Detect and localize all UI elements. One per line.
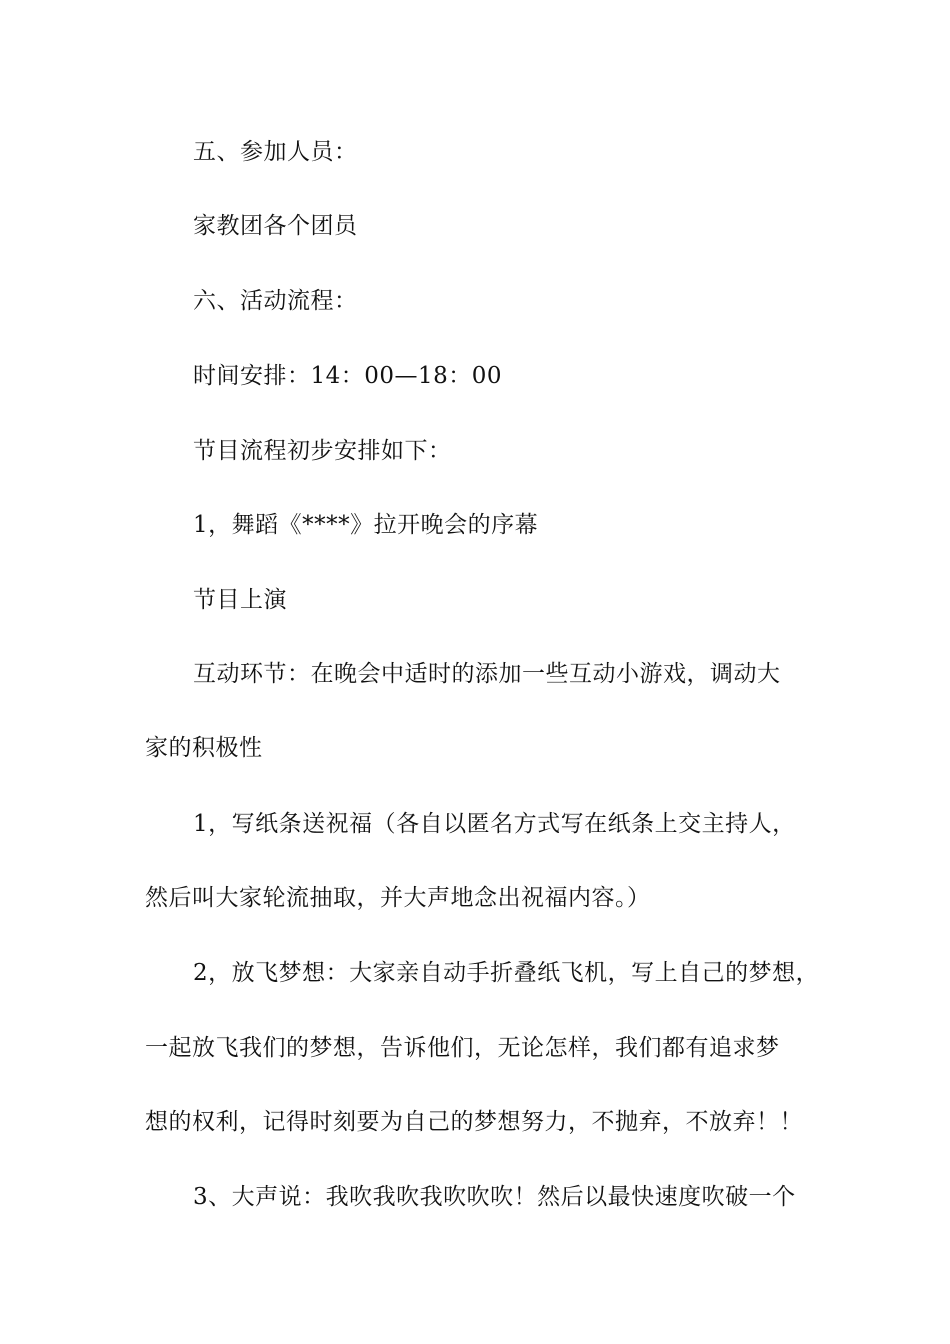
interaction-paragraph-line-2: 家的积极性 <box>145 735 263 761</box>
program-item-dance: 1，舞蹈《****》拉开晚会的序幕 <box>193 512 539 538</box>
section-heading-participants: 五、参加人员： <box>193 139 358 165</box>
game-2-line-1: 2，放飞梦想：大家亲自动手折叠纸飞机，写上自己的梦想， <box>193 960 820 986</box>
game-1-line-2: 然后叫大家轮流抽取，并大声地念出祝福内容。） <box>145 885 651 911</box>
game-3-line-1: 3、大声说：我吹我吹我吹吹吹！然后以最快速度吹破一个 <box>193 1184 796 1210</box>
interaction-paragraph-line-1: 互动环节：在晚会中适时的添加一些互动小游戏，调动大 <box>193 661 781 687</box>
participants-text: 家教团各个团员 <box>193 213 358 239</box>
program-intro-text: 节目流程初步安排如下： <box>193 438 452 464</box>
time-schedule-text: 时间安排：14：00—18：00 <box>193 363 503 389</box>
section-heading-activity-flow: 六、活动流程： <box>193 288 358 314</box>
game-2-line-2: 一起放飞我们的梦想，告诉他们，无论怎样，我们都有追求梦 <box>145 1035 780 1061</box>
game-1-line-1: 1，写纸条送祝福（各自以匿名方式写在纸条上交主持人， <box>193 811 796 837</box>
game-2-line-3: 想的权利，记得时刻要为自己的梦想努力，不抛弃，不放弃！！ <box>145 1109 803 1135</box>
program-item-performances: 节目上演 <box>193 587 287 613</box>
